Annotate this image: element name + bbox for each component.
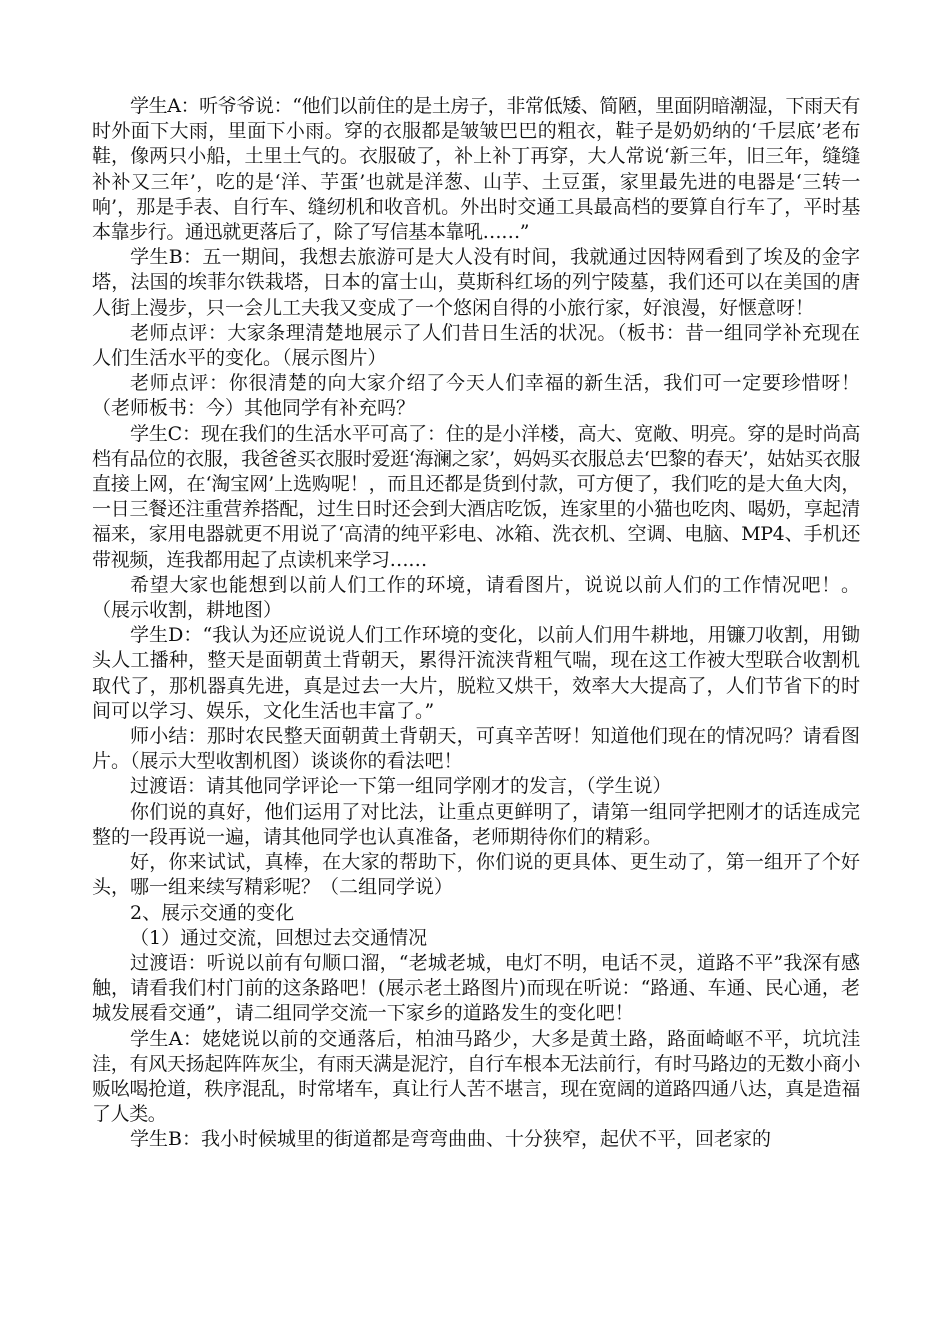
paragraph-student-a-roads: 学生A：姥姥说以前的交通落后，柏油马路少，大多是黄土路，路面崎岖不平，坑坑洼洼，有风天扬起阵阵灰尘，有雨天满是泥泞，自行车根本无法前行，有时马路边的无数小商小贩吆喝抢道，秩序混乱，时常堵车，真让行人苦不堪言，现在宽阔的道路四通八达，真是造福了人类。: [92, 1027, 860, 1126]
paragraph-teacher-summary: 师小结：那时农民整天面朝黄土背朝天，可真辛苦呀！知道他们现在的情况吗？请看图片。（展示大型收割机图）谈谈你的看法吧！: [92, 725, 860, 773]
paragraph-transition-comment: 过渡语：请其他同学评论一下第一组同学刚才的发言，（学生说）: [130, 775, 672, 798]
paragraph-student-c-life: 学生C：现在我们的生活水平可高了：住的是小洋楼，高大、宽敞、明亮。穿的是时尚高档有品位的衣服，我爸爸买衣服时爱逛‘海澜之家’，妈妈买衣服总去‘巴黎的春天’，姑姑买衣服直接上网，在‘淘宝网’上选购呢！，而且还都是货到付款，可方便了，我们吃的是大鱼大肉，一日三餐还注重营养搭配，过生日时还会到大酒店吃饭，连家里的小猫也吃肉、喝奶，享起清福来，家用电器就更不用说了‘高清的纯平彩电、冰箱、洗衣机、空调、电脑、MP4、手机还带视频，连我都用起了点读机来学习……: [92, 422, 860, 571]
paragraph-student-a-grandpa: 学生A：听爷爷说：“他们以前住的是土房子，非常低矮、简陋，里面阴暗潮湿，下雨天有时外面下大雨，里面下小雨。穿的衣服都是皱皱巴巴的粗衣，鞋子是奶奶纳的‘千层底’老布鞋，像两只小船，土里土气的。衣服破了，补上补丁再穿，大人常说‘新三年，旧三年，缝缝补补又三年’，吃的是‘洋、芋蛋’也就是洋葱、山芋、土豆蛋，家里最先进的电器是‘三转一响’，那是手表、自行车、缝纫机和收音机。外出时交通工具最高档的要算自行车了，平时基本靠步行。通迅就更落后了，除了写信基本靠吼……”: [92, 95, 860, 244]
paragraph-praise: 你们说的真好，他们运用了对比法，让重点更鲜明了，请第一组同学把刚才的话连成完整的一段再说一遍，请其他同学也认真准备，老师期待你们的精彩。: [92, 800, 860, 848]
paragraph-student-b-streets: 学生B：我小时候城里的街道都是弯弯曲曲、十分狭窄，起伏不平，回老家的: [130, 1128, 771, 1151]
paragraph-next-group: 好，你来试试，真棒，在大家的帮助下，你们说的更具体、更生动了，第一组开了个好头，哪一组来续写精彩呢？（二组同学说）: [92, 851, 860, 899]
paragraph-traffic-transition: 过渡语：听说以前有句顺口溜，“老城老城，电灯不明，电话不灵，道路不平”我深有感触，请看我们村门前的这条路吧！(展示老土路图片)而现在听说：“路通、车通、民心通，老城发展看交通”，请二组同学交流一下家乡的道路发生的变化吧！: [92, 951, 860, 1025]
paragraph-teacher-comment-present: 老师点评：你很清楚的向大家介绍了今天人们幸福的新生活，我们可一定要珍惜呀！（老师板书：今）其他同学有补充吗？: [92, 372, 860, 420]
paragraph-student-d-work: 学生D：“我认为还应说说人们工作环境的变化，以前人们用牛耕地，用镰刀收割，用锄头人工播种，整天是面朝黄土背朝天，累得汗流浃背粗气喘，现在这工作被大型联合收割机取代了，那机器真先进，真是过去一大片，脱粒又烘干，效率大大提高了，人们节省下的时间可以学习、娱乐，文化生活也丰富了。”: [92, 624, 860, 722]
section-heading-traffic: 2、展示交通的变化: [130, 901, 295, 924]
paragraph-work-environment-prompt: 希望大家也能想到以前人们工作的环境，请看图片，说说以前人们的工作情况吧！。（展示收割，耕地图）: [92, 573, 860, 622]
subsection-heading-past-traffic: （1）通过交流，回想过去交通情况: [130, 926, 428, 949]
paragraph-teacher-comment-past: 老师点评：大家条理清楚地展示了人们昔日生活的状况。（板书：昔一组同学补充现在人们生活水平的变化。（展示图片）: [92, 321, 860, 370]
paragraph-student-b-travel: 学生B：五一期间，我想去旅游可是大人没有时间，我就通过因特网看到了埃及的金字塔，法国的埃菲尔铁栽塔，日本的富士山，莫斯科红场的列宁陵墓，我们还可以在美国的唐人街上漫步，只一会儿工夫我又变成了一个悠闲自得的小旅行家，好浪漫，好惬意呀！: [92, 246, 860, 319]
document-page: [92, 94, 860, 1153]
